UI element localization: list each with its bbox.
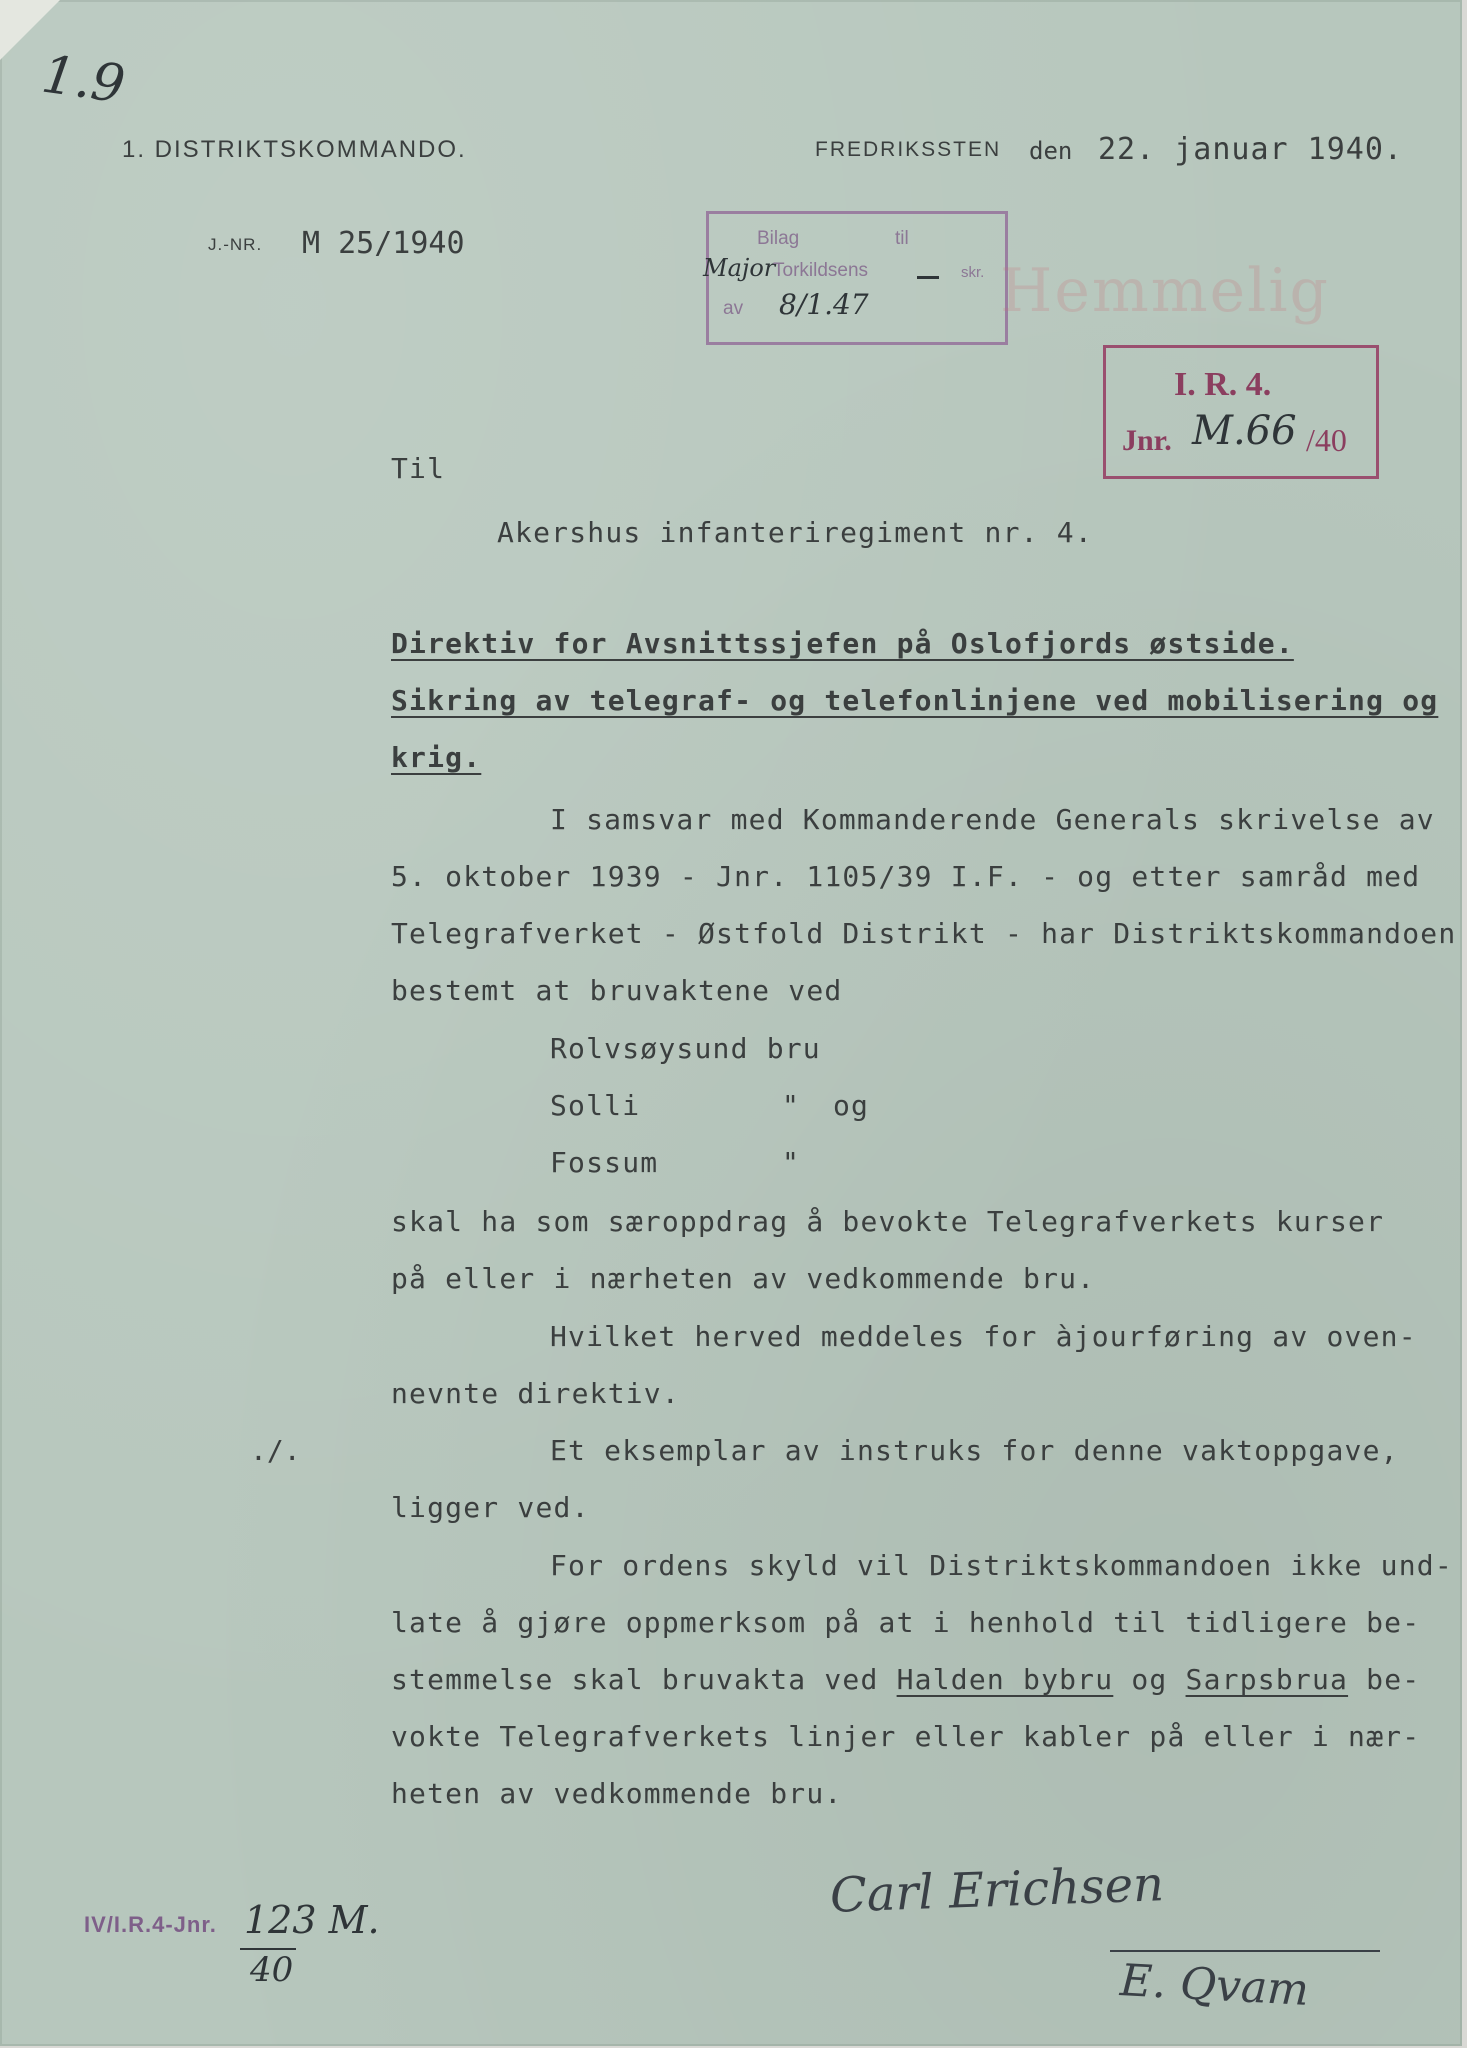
ir4-year: /40 — [1306, 422, 1347, 458]
signature-line — [1110, 1950, 1380, 1952]
body-p4-line-1: Et eksemplar av instruks for denne vaktoppgave, — [550, 1434, 1399, 1467]
body-p1-line-2: 5. oktober 1939 - Jnr. 1105/39 I.F. - og etter samråd med — [391, 860, 1421, 893]
den-label: den — [1029, 137, 1073, 165]
ir4-handwritten-number: M.66 — [1192, 408, 1297, 454]
bottom-stamp-handwritten-year: 40 — [250, 1950, 294, 1990]
addressee-til: Til — [391, 452, 446, 485]
bottom-stamp-handwritten-number: 123 M. — [244, 1898, 380, 1942]
faded-hemmelig-stamp: Hemmelig — [1000, 256, 1330, 326]
bilag-strike-mark — [917, 276, 939, 279]
bilag-skr-label: skr. — [961, 264, 985, 281]
bilag-name: Torkildsens — [773, 260, 869, 281]
bilag-handwritten-date: 8/1.47 — [779, 288, 869, 321]
body-p5-line-1: For ordens skyld vil Distriktskommandoen ikke und- — [550, 1549, 1453, 1582]
body-p5-line-3-end: be- — [1348, 1663, 1421, 1696]
body-p4-line-2: ligger ved. — [391, 1491, 590, 1524]
body-p5-line-4: vokte Telegrafverkets linjer eller kabler på eller i nær- — [391, 1720, 1421, 1753]
underlined-sarpsbrua: Sarpsbrua — [1185, 1663, 1349, 1696]
bilag-av-label: av — [723, 298, 744, 319]
signature-second: E. Qvam — [1118, 1955, 1311, 2016]
bilag-til-label: til — [895, 228, 909, 249]
bilag-handwritten-rank: Major — [703, 254, 776, 282]
office-heading: 1. DISTRIKTSKOMMANDO. — [122, 136, 467, 163]
body-p3-line-1: Hvilket herved meddeles for àjourføring av oven- — [550, 1320, 1417, 1353]
body-p2-line-1: skal ha som særoppdrag å bevokte Telegrafverkets kurser — [391, 1205, 1385, 1238]
bridge-item-name: Solli — [550, 1089, 641, 1122]
addressee-name: Akershus infanteriregiment nr. 4. — [497, 516, 1093, 549]
bilag-label: Bilag — [757, 228, 800, 249]
bridge-item-suffix: og — [833, 1089, 870, 1122]
subject-line-1: Direktiv for Avsnittssjefen på Oslofjords østside. — [391, 627, 1294, 660]
bridge-item-name: Fossum — [550, 1146, 659, 1179]
bridge-item-name: Rolvsøysund bru — [550, 1032, 821, 1065]
underlined-halden-bybru: Halden bybru — [896, 1663, 1114, 1696]
body-p5-line-2: late å gjøre oppmerksom på at i henhold til tidligere be- — [391, 1606, 1421, 1639]
bridge-item-ditto: " — [782, 1089, 801, 1122]
ir4-stamp-title: I. R. 4. — [1174, 366, 1272, 403]
signature-first: Carl Erichsen — [829, 1856, 1165, 1924]
letter-date: 22. januar 1940. — [1098, 132, 1403, 167]
subject-line-3: krig. — [391, 741, 482, 774]
body-p2-line-2: på eller i nærheten av vedkommende bru. — [391, 1262, 1096, 1295]
body-p5-line-3-mid: og — [1113, 1663, 1186, 1696]
body-p1-line-4: bestemt at bruvaktene ved — [391, 974, 843, 1007]
body-p5-line-3-start: stemmelse skal bruvakta ved — [391, 1663, 897, 1696]
ir4-journal-stamp — [1103, 345, 1379, 479]
enclosure-margin-mark: ./. — [250, 1434, 301, 1467]
bilag-stamp — [703, 211, 1008, 345]
body-p5-line-5: heten av vedkommende bru. — [391, 1777, 843, 1810]
body-p1-line-3: Telegrafverket - Østfold Distrikt - har Distriktskommandoen — [391, 917, 1457, 950]
ir4-jnr-label: Jnr. — [1122, 424, 1172, 457]
corner-handwritten-mark: 1.9 — [38, 44, 129, 116]
body-p3-line-2: nevnte direktiv. — [391, 1377, 680, 1410]
body-p5-line-3 — [391, 1663, 1420, 1696]
journal-number: M 25/1940 — [302, 226, 465, 261]
bridge-item-ditto: " — [782, 1146, 801, 1179]
subject-line-2: Sikring av telegraf- og telefonlinjene ved mobilisering og — [391, 684, 1439, 717]
journal-label: J.-NR. — [208, 235, 263, 254]
body-p1-line-1: I samsvar med Kommanderende Generals skrivelse av — [550, 803, 1435, 836]
bottom-journal-stamp: IV/I.R.4-Jnr. — [84, 1912, 217, 1937]
place-name: FREDRIKSSTEN — [815, 138, 1002, 161]
